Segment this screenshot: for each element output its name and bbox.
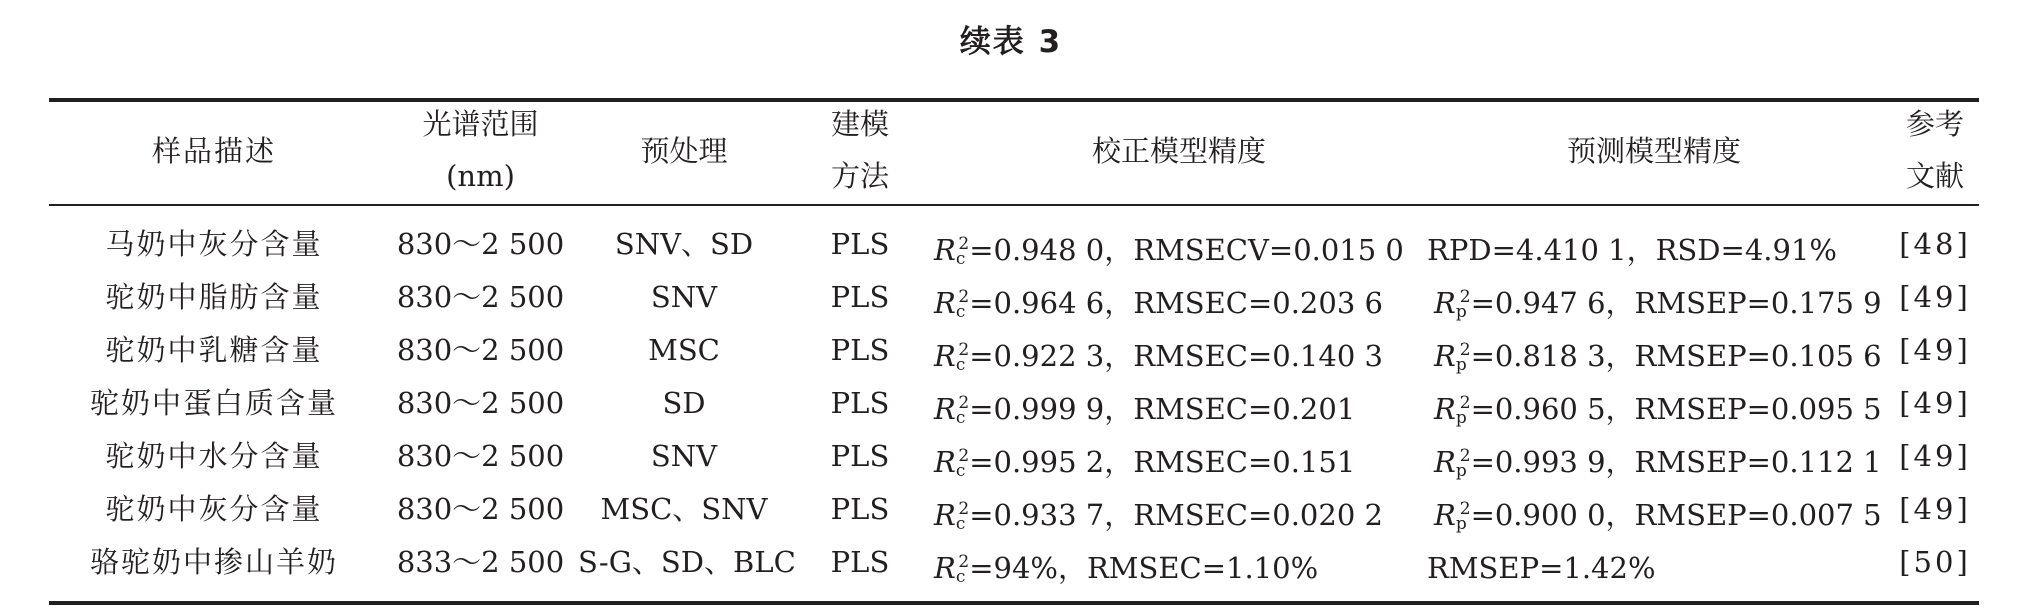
cell-sample: 骆驼奶中掺山羊奶: [89, 545, 338, 579]
metric-text: =0.960 5，RMSEP=0.095 5: [1470, 392, 1882, 426]
header-prediction: 预测模型精度: [1566, 134, 1741, 168]
table-row: [0, 271, 2022, 324]
cell-calibration: [934, 218, 1424, 271]
header-range-line1: 光谱范围: [422, 107, 539, 141]
cell-spectral-range: 830～2 500: [396, 386, 565, 420]
metric-var: R: [934, 551, 956, 585]
table-caption: 续表 3: [959, 24, 1063, 60]
metric-var: R: [934, 445, 956, 479]
cell-method: PLS: [830, 439, 890, 473]
metric-symbol: [1434, 392, 1471, 426]
metric-var: R: [1434, 498, 1456, 532]
cell-sample: 驼奶中灰分含量: [105, 492, 323, 526]
metric-var: R: [934, 339, 956, 373]
metric-text: =94%，RMSEC=1.10%: [969, 551, 1319, 585]
metric-sup: 2: [958, 287, 970, 307]
metric-symbol: [1434, 445, 1471, 479]
cell-spectral-range: 830～2 500: [396, 333, 565, 367]
cell-reference: [48]: [1899, 227, 1971, 261]
metric-sub: c: [955, 302, 966, 322]
metric-text: =0.999 9，RMSEC=0.201: [969, 392, 1356, 426]
metric-sub: p: [1455, 302, 1467, 322]
metric-sup: 2: [958, 393, 970, 413]
cell-reference: [49]: [1899, 492, 1971, 526]
cell-sample: 驼奶中蛋白质含量: [89, 386, 338, 420]
cell-spectral-range: 830～2 500: [396, 439, 565, 473]
cell-prediction: [1427, 536, 1874, 589]
table-header-rule: [49, 204, 1979, 206]
metric-symbol: [934, 339, 969, 373]
cell-reference: [50]: [1899, 545, 1971, 579]
header-method-line1: 建模: [830, 107, 889, 141]
cell-spectral-range: 830～2 500: [396, 492, 565, 526]
metric-sub: c: [955, 461, 966, 481]
metric-text: =0.995 2，RMSEC=0.151: [969, 445, 1356, 479]
metric-symbol: [1434, 339, 1471, 373]
metric-var: R: [934, 286, 956, 320]
cell-sample: 马奶中灰分含量: [105, 227, 323, 261]
metric-sub: p: [1455, 408, 1467, 428]
header-method: [815, 98, 905, 202]
metric-sub: c: [955, 355, 966, 375]
metric-sup: 2: [1459, 340, 1471, 360]
header-reference: [1890, 98, 1980, 202]
metric-sup: 2: [958, 499, 970, 519]
cell-method: PLS: [830, 333, 890, 367]
metric-sup: 2: [958, 446, 970, 466]
metric-var: R: [1434, 339, 1456, 373]
table-row: [0, 483, 2022, 536]
cell-preprocess: S-G、SD、BLC: [578, 545, 796, 579]
cell-spectral-range: 830～2 500: [396, 227, 565, 261]
metric-text: =0.993 9，RMSEP=0.112 1: [1470, 445, 1882, 479]
metric-symbol: [934, 233, 969, 267]
metric-text: =0.818 3，RMSEP=0.105 6: [1470, 339, 1882, 373]
cell-preprocess: SNV、SD: [614, 227, 754, 261]
cell-calibration: [934, 430, 1424, 483]
metric-var: R: [1434, 445, 1456, 479]
cell-prediction: [1434, 483, 1882, 536]
metric-var: R: [1434, 392, 1456, 426]
metric-sup: 2: [958, 552, 970, 572]
cell-method: PLS: [830, 545, 890, 579]
metric-symbol: [934, 445, 969, 479]
cell-calibration: [934, 324, 1424, 377]
cell-calibration: [934, 271, 1424, 324]
metric-symbol: [1434, 498, 1471, 532]
cell-prediction: [1434, 430, 1882, 483]
metric-sub: p: [1455, 355, 1467, 375]
metric-symbol: [934, 551, 969, 585]
metric-text: RMSEP=1.42%: [1427, 551, 1656, 585]
table-row: [0, 324, 2022, 377]
table-row: [0, 218, 2022, 271]
metric-text: =0.947 6，RMSEP=0.175 9: [1470, 286, 1882, 320]
metric-sup: 2: [958, 234, 970, 254]
metric-sup: 2: [1459, 393, 1471, 413]
table-top-rule: [49, 98, 1979, 102]
cell-calibration: [934, 536, 1424, 589]
cell-prediction: [1434, 324, 1882, 377]
header-sample: 样品描述: [151, 134, 276, 168]
metric-text: =0.948 0，RMSECV=0.015 0: [969, 233, 1404, 267]
table-row: [0, 430, 2022, 483]
cell-sample: 驼奶中乳糖含量: [105, 333, 323, 367]
cell-sample: 驼奶中脂肪含量: [105, 280, 323, 314]
cell-method: PLS: [830, 280, 890, 314]
metric-sub: c: [955, 249, 966, 269]
cell-preprocess: SD: [662, 386, 706, 420]
cell-prediction: [1434, 377, 1882, 430]
metric-symbol: [1434, 286, 1471, 320]
metric-sub: p: [1455, 514, 1467, 534]
metric-sup: 2: [1459, 446, 1471, 466]
cell-sample: 驼奶中水分含量: [105, 439, 323, 473]
header-range-line2: (nm): [446, 159, 515, 193]
cell-reference: [49]: [1899, 280, 1971, 314]
cell-preprocess: SNV: [650, 280, 718, 314]
metric-sub: c: [955, 514, 966, 534]
cell-preprocess: MSC、SNV: [600, 492, 768, 526]
table-bottom-rule: [49, 601, 1979, 605]
header-ref-line1: 参考: [1905, 107, 1964, 141]
metric-sup: 2: [958, 340, 970, 360]
header-method-line2: 方法: [830, 159, 889, 193]
cell-spectral-range: 830～2 500: [396, 280, 565, 314]
cell-prediction: [1427, 218, 1874, 271]
metric-sub: c: [955, 408, 966, 428]
metric-text: =0.964 6，RMSEC=0.203 6: [969, 286, 1383, 320]
metric-text: =0.922 3，RMSEC=0.140 3: [969, 339, 1383, 373]
metric-sub: p: [1455, 461, 1467, 481]
cell-spectral-range: 833～2 500: [396, 545, 565, 579]
metric-sup: 2: [1459, 287, 1471, 307]
cell-calibration: [934, 377, 1424, 430]
metric-var: R: [1434, 286, 1456, 320]
cell-preprocess: MSC: [648, 333, 720, 367]
header-preprocess: 预处理: [640, 134, 728, 168]
cell-reference: [49]: [1899, 386, 1971, 420]
cell-prediction: [1434, 271, 1882, 324]
metric-text: RPD=4.410 1，RSD=4.91%: [1427, 233, 1837, 267]
metric-symbol: [934, 286, 969, 320]
metric-symbol: [934, 392, 969, 426]
header-spectral-range: [388, 98, 573, 202]
cell-calibration: [934, 483, 1424, 536]
cell-method: PLS: [830, 492, 890, 526]
metric-sup: 2: [1459, 499, 1471, 519]
cell-reference: [49]: [1899, 439, 1971, 473]
metric-text: =0.900 0，RMSEP=0.007 5: [1470, 498, 1882, 532]
metric-sub: c: [955, 567, 966, 587]
cell-reference: [49]: [1899, 333, 1971, 367]
metric-text: =0.933 7，RMSEC=0.020 2: [969, 498, 1383, 532]
cell-preprocess: SNV: [650, 439, 718, 473]
cell-method: PLS: [830, 227, 890, 261]
cell-method: PLS: [830, 386, 890, 420]
table-row: [0, 377, 2022, 430]
metric-var: R: [934, 498, 956, 532]
metric-symbol: [934, 498, 969, 532]
metric-var: R: [934, 392, 956, 426]
metric-var: R: [934, 233, 956, 267]
table-row: [0, 536, 2022, 589]
header-ref-line2: 文献: [1905, 159, 1964, 193]
header-calibration: 校正模型精度: [1091, 134, 1266, 168]
